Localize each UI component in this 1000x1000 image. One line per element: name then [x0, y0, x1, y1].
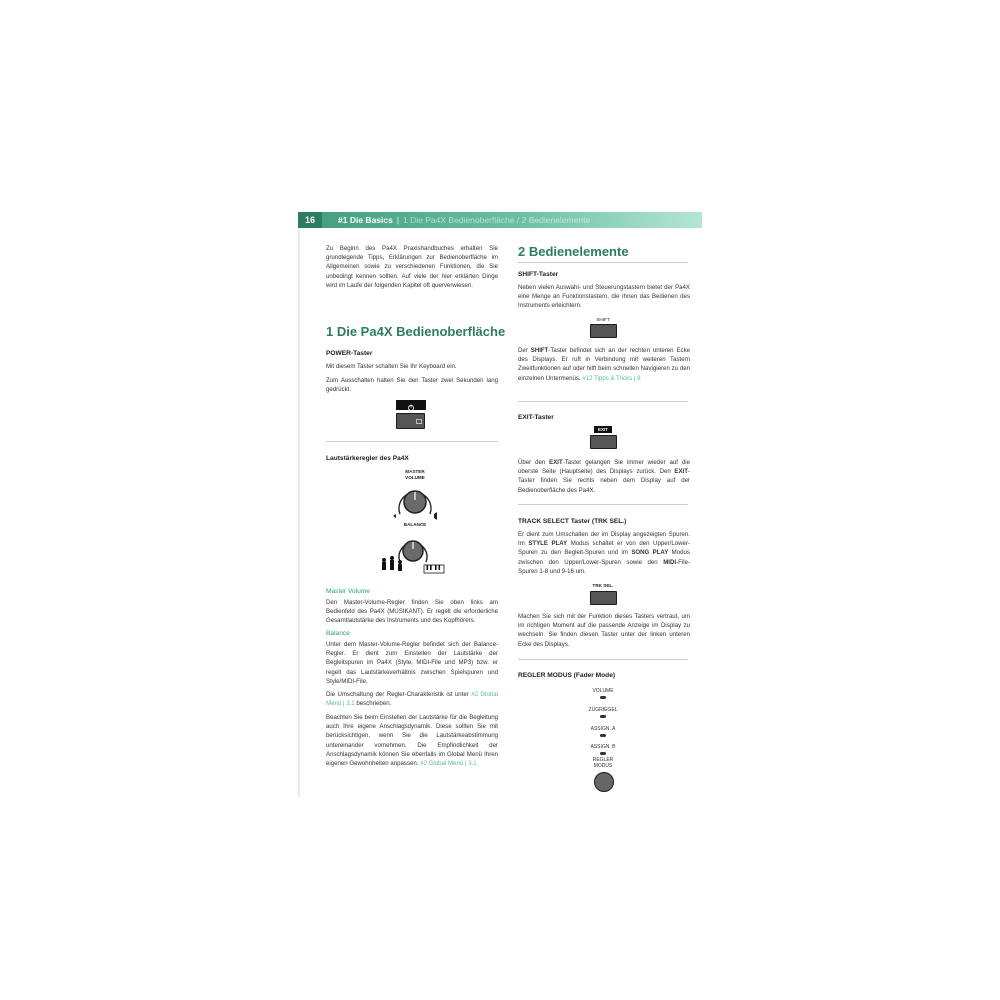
switch-text-pre: Die Umschaltung der Regler-Charakteristik ist unter: [326, 691, 469, 698]
fader-option-assign-a-led[interactable]: [600, 734, 606, 737]
trk-text-bold-1: STYLE PLAY: [528, 540, 568, 548]
balance-paragraph: Unter dem Master-Volume-Regler befindet sich der Balance-Regler. Er dient zum Einstellen der Lautstärke der Begleitspuren im Pa4X (Style, MIDI-File und MP3) bzw. er regelt das Lautstärkeverhältnis zwischen Spielspuren und Style/MIDI-File.: [326, 641, 498, 685]
shift-paragraph-2: [518, 346, 690, 383]
balance-label: BALANCE: [403, 522, 427, 527]
shift-key-label: SHIFT: [596, 317, 610, 322]
breadcrumb-separator: |: [396, 215, 400, 225]
power-icon-tag: [396, 400, 426, 410]
exit-text-e: -Taster finden Sie rechts neben dem Display auf der Bedienoberfläche des Pa4X.: [518, 468, 690, 494]
exit-text-bold-1: EXIT: [549, 459, 563, 466]
page-number: 16: [298, 212, 322, 228]
power-paragraph-1: Mit diesem Taster schalten Sie Ihr Keyboard ein.: [326, 363, 457, 370]
master-volume-subheading: Master Volume: [326, 588, 370, 595]
fader-option-zugriegel-led[interactable]: [600, 715, 606, 718]
shift-text-a: Der: [518, 347, 528, 354]
dynamics-paragraph: [326, 713, 498, 768]
section-heading-2: 2 Bedienelemente: [518, 244, 629, 259]
exit-heading: EXIT-Taster: [518, 414, 554, 421]
book-page: [298, 208, 702, 800]
exit-text-bold-2: EXIT: [674, 468, 688, 476]
page-header: [298, 212, 702, 228]
exit-key[interactable]: [590, 435, 617, 449]
trk-sel-key-label: TRK SEL.: [592, 583, 614, 588]
trk-text-bold-3: MIDI: [663, 558, 677, 566]
trk-text-g: -File-Spuren 1-8 und 9-16 um.: [518, 558, 690, 575]
power-icon: [396, 403, 426, 413]
power-paragraph-2: Zum Ausschalten halten Sie den Taster zwei Sekunden lang gedrückt.: [326, 377, 498, 394]
regler-modus-button[interactable]: [594, 772, 614, 792]
dynamics-text: Beachten Sie beim Einstellen der Lautstärke für die Begleitung auch Ihre eigene Anschlagsdynamik. Diese sollten Sie mit berücksichtigen, wenn Sie die Lautstärkeabstimmung untereinander vornehmen. Die Empfindlichkeit der Anschlagsdynamik können Sie ebenfalls im Global Menü Ihren eigenen Gewohnheiten anpassen.: [326, 714, 498, 768]
page-gutter-shadow: [298, 222, 301, 797]
divider-right-2: [518, 504, 688, 505]
heading-underline: [518, 262, 688, 263]
power-heading: POWER-Taster: [326, 350, 373, 357]
track-select-heading: TRACK SELECT Taster (TRK SEL.): [518, 518, 627, 525]
shift-key[interactable]: [590, 324, 617, 338]
shift-heading: SHIFT-Taster: [518, 271, 559, 278]
power-led: [416, 419, 422, 424]
master-volume-knob[interactable]: [390, 480, 440, 524]
switch-text-post: beschrieben.: [356, 700, 392, 708]
trk-text-c: Modus schaltet er von den Upper/Lower-Spuren zu den Begleit-Spuren und im: [518, 540, 690, 557]
track-select-paragraph-2: Machen Sie sich mit der Funktion dieses Tasters vertraut, um im richtigen Moment auf die passende Anzeige im Display zu wechseln. Sie finden diesen Taster unter der linken unteren Ecke des Displays.: [518, 613, 690, 648]
divider-right-1: [518, 401, 688, 402]
trk-text-a: Er dient zum Umschalten der im Display angezeigten Spuren. Im: [518, 531, 690, 548]
power-key[interactable]: [396, 413, 425, 429]
chapter-label: #1 Die Basics: [338, 215, 393, 225]
shift-text-bold: SHIFT: [530, 347, 549, 354]
fader-option-assign-a-label: ASSIGN. A: [590, 726, 616, 732]
tipps-tricks-link[interactable]: #12 Tipps & Tricks | 9: [582, 374, 641, 382]
exit-key-label: EXIT: [594, 426, 612, 433]
master-volume-label: MASTER VOLUME: [405, 469, 425, 480]
volume-heading: Lautstärkeregler des Pa4X: [326, 455, 409, 462]
intro-paragraph: Zu Beginn des Pa4X Praxishandbuches erhalten Sie grundlegende Tipps, Erklärungen zur Bedienoberfläche im Allgemeinen sowie zu verschiedenen Funktionen, die Sie unbedingt kennen sollten. Auf viele der hier erklärten Dinge wird im Laufe der folgenden Kapitel oft querverwiesen.: [326, 245, 498, 289]
switch-paragraph: [326, 690, 498, 708]
regler-modus-button-label: REGLER MODUS: [592, 757, 614, 769]
global-menu-link-1[interactable]: #2 Global Menü | 3.1: [326, 691, 498, 708]
breadcrumb: [338, 212, 590, 228]
section-heading-1: 1 Die Pa4X Bedienoberfläche: [326, 324, 506, 339]
keyboard-icon: [424, 565, 444, 573]
fader-option-volume-led[interactable]: [600, 696, 606, 699]
divider-left-1: [326, 441, 498, 442]
exit-text-c: -Taster gelangen Sie immer wieder auf die oberste Seite (Hauptseite) des Displays zurück. Den: [518, 459, 690, 476]
fader-option-assign-b-led[interactable]: [600, 752, 606, 755]
trk-sel-key[interactable]: [590, 591, 617, 605]
track-select-paragraph-1: [518, 530, 690, 576]
shift-text-c: -Taster befindet sich an der rechten unteren Ecke des Displays. Er ruft in Verbindung mit weiteren Tastern Zweitfunktionen auf oder hilft beim schnellen Navigieren zu den einzelnen Untermenüs.: [518, 347, 690, 382]
exit-paragraph: [518, 458, 690, 495]
fader-option-zugriegel-label: ZUGRIEGEL: [588, 707, 618, 713]
global-menu-link-2[interactable]: #2 Global Menü | 3.1: [420, 760, 477, 768]
exit-text-a: Über den: [518, 459, 546, 466]
fader-option-volume-label: VOLUME: [592, 688, 614, 694]
section-label: 1 Die Pa4X Bedienoberfläche / 2 Bedienelemente: [403, 215, 591, 225]
balance-knob[interactable]: [378, 528, 448, 576]
trk-text-e: Modus zwischen den Upper/Lower-Spuren sowie den: [518, 549, 690, 566]
divider-right-3: [518, 659, 688, 660]
balance-subheading: Balance: [326, 630, 350, 637]
fader-option-assign-b-label: ASSIGN. B: [590, 744, 616, 750]
regler-modus-heading: REGLER MODUS (Fader Mode): [518, 672, 616, 679]
trk-text-bold-2: SONG PLAY: [631, 549, 669, 557]
shift-paragraph-1: Neben vielen Auswahl- und Steuerungstastern bietet der Pa4X eine Menge an Funktionstastern, die Ihnen das Bedienen des Instruments erleichtern.: [518, 284, 690, 310]
master-volume-paragraph: Den Master-Volume-Regler finden Sie oben links am Bedienfeld des Pa4X (MUSIKANT). Er regelt die erforderliche Gesamtlautstärke des Instruments und des Kopfhörers.: [326, 599, 498, 625]
